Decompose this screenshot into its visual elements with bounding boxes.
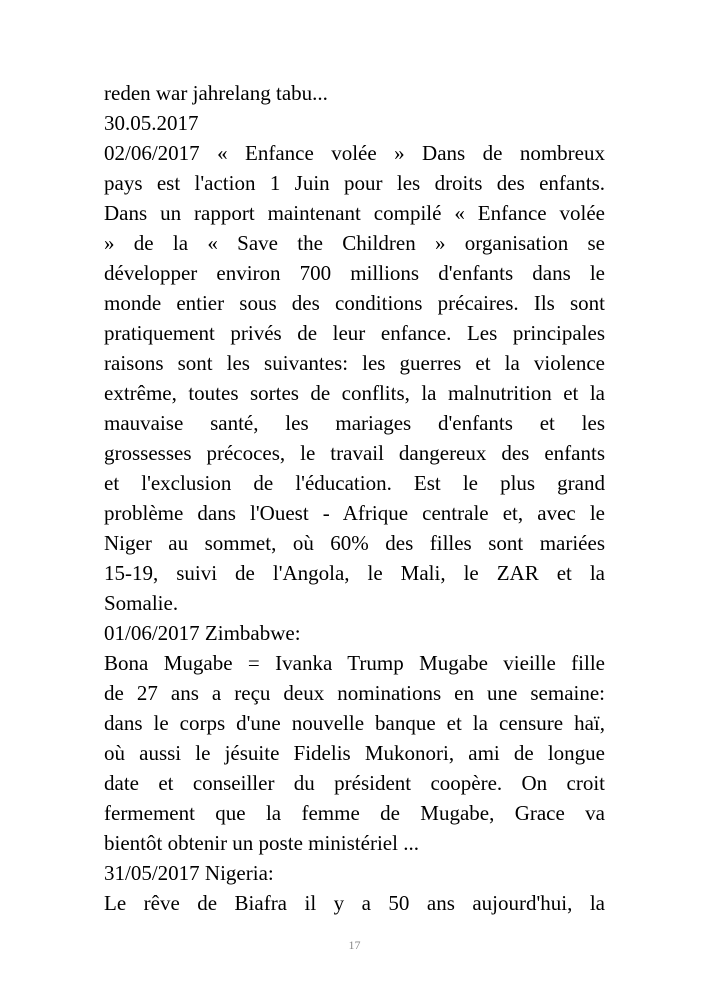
text-line: extrême, toutes sortes de conflits, la malnutrition et la <box>104 381 605 405</box>
text-line: grossesses précoces, le travail dangereux des enfants <box>104 441 605 465</box>
text-line: monde entier sous des conditions précaires. Ils sont <box>104 291 605 315</box>
text-line: de 27 ans a reçu deux nominations en une semaine: <box>104 681 605 705</box>
text-line: dans le corps d'une nouvelle banque et la censure haï, <box>104 711 605 735</box>
text-line: Bona Mugabe = Ivanka Trump Mugabe vieille fille <box>104 651 605 675</box>
text-line: 30.05.2017 <box>104 111 199 135</box>
text-line: pratiquement privés de leur enfance. Les principales <box>104 321 605 345</box>
text-line: 15-19, suivi de l'Angola, le Mali, le ZAR et la <box>104 561 605 585</box>
text-line: mauvaise santé, les mariages d'enfants et les <box>104 411 605 435</box>
text-line: bientôt obtenir un poste ministériel ... <box>104 831 419 855</box>
text-line: développer environ 700 millions d'enfants dans le <box>104 261 605 285</box>
text-line: reden war jahrelang tabu... <box>104 81 328 105</box>
text-line: pays est l'action 1 Juin pour les droits des enfants. <box>104 171 605 195</box>
text-line: Somalie. <box>104 591 179 615</box>
text-line: Dans un rapport maintenant compilé « Enfance volée <box>104 201 605 225</box>
text-line: 02/06/2017 « Enfance volée » Dans de nombreux <box>104 141 605 165</box>
text-line: Niger au sommet, où 60% des filles sont mariées <box>104 531 605 555</box>
text-line: fermement que la femme de Mugabe, Grace va <box>104 801 605 825</box>
text-line: raisons sont les suivantes: les guerres et la violence <box>104 351 605 375</box>
text-line: date et conseiller du président coopère. On croit <box>104 771 605 795</box>
text-line: où aussi le jésuite Fidelis Mukonori, ami de longue <box>104 741 605 765</box>
text-line: problème dans l'Ouest - Afrique centrale et, avec le <box>104 501 605 525</box>
text-line: » de la « Save the Children » organisation se <box>104 231 605 255</box>
text-line: Le rêve de Biafra il y a 50 ans aujourd'hui, la <box>104 891 605 915</box>
text-line: et l'exclusion de l'éducation. Est le plus grand <box>104 471 605 495</box>
text-line: 31/05/2017 Nigeria: <box>104 861 274 885</box>
text-block <box>104 78 605 918</box>
text-line: 01/06/2017 Zimbabwe: <box>104 621 301 645</box>
page-number: 17 <box>348 938 361 952</box>
